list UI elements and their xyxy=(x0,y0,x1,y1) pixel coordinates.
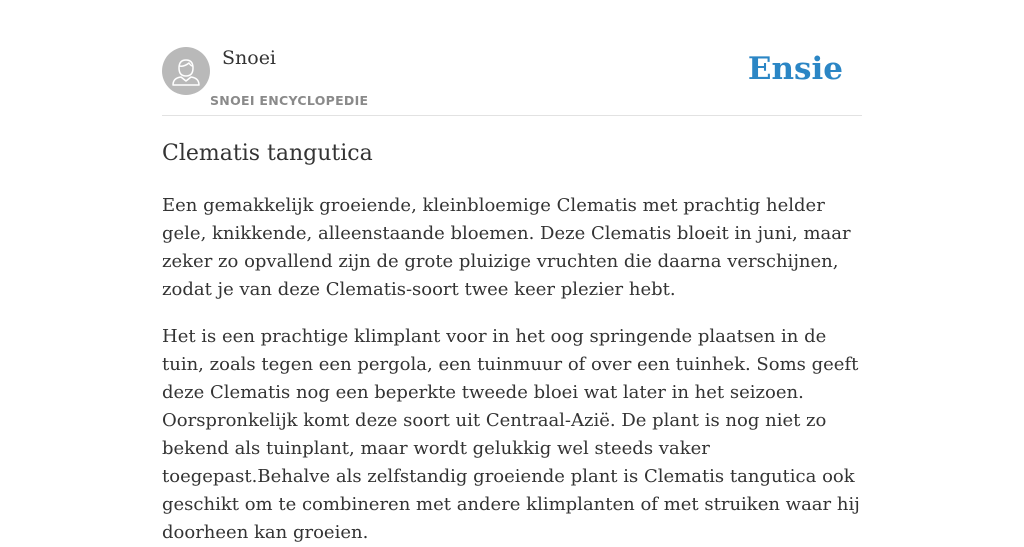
encyclopedia-name[interactable]: SNOEI ENCYCLOPEDIE xyxy=(210,93,369,108)
author-name[interactable]: Snoei xyxy=(222,47,277,69)
article-paragraph-2: Het is een prachtige klimplant voor in het oog springende plaatsen in de tuin, zoals tegen een pergola, een tuinmuur of over een tuinhek. Soms geeft deze Clematis nog een beperkte tweede bloei wat later in het seizoen. Oorspronkelijk komt deze soort uit Centraal-Azië. De plant is nog niet zo bekend als tuinplant, maar wordt gelukkig wel steeds vaker toegepast.Behalve als zelfstandig groeiende plant is Clematis tangutica ook geschikt om te combineren met andere klimplanten of met struiken waar hij doorheen kan groeien. xyxy=(162,326,860,543)
article-content xyxy=(162,138,862,547)
brand-logo[interactable]: Ensie xyxy=(747,51,843,87)
person-icon xyxy=(162,47,210,95)
article-paragraph-1: Een gemakkelijk groeiende, kleinbloemige Clematis met prachtig helder gele, knikkende, alleenstaande bloemen. Deze Clematis bloeit in juni, maar zeker zo opvallend zijn de grote pluizige vruchten die daarna verschijnen, zodat je van deze Clematis-soort twee keer plezier hebt. xyxy=(162,195,851,300)
author-avatar[interactable] xyxy=(162,47,210,95)
article-title: Clematis tangutica xyxy=(162,141,373,166)
article-header xyxy=(162,0,862,116)
